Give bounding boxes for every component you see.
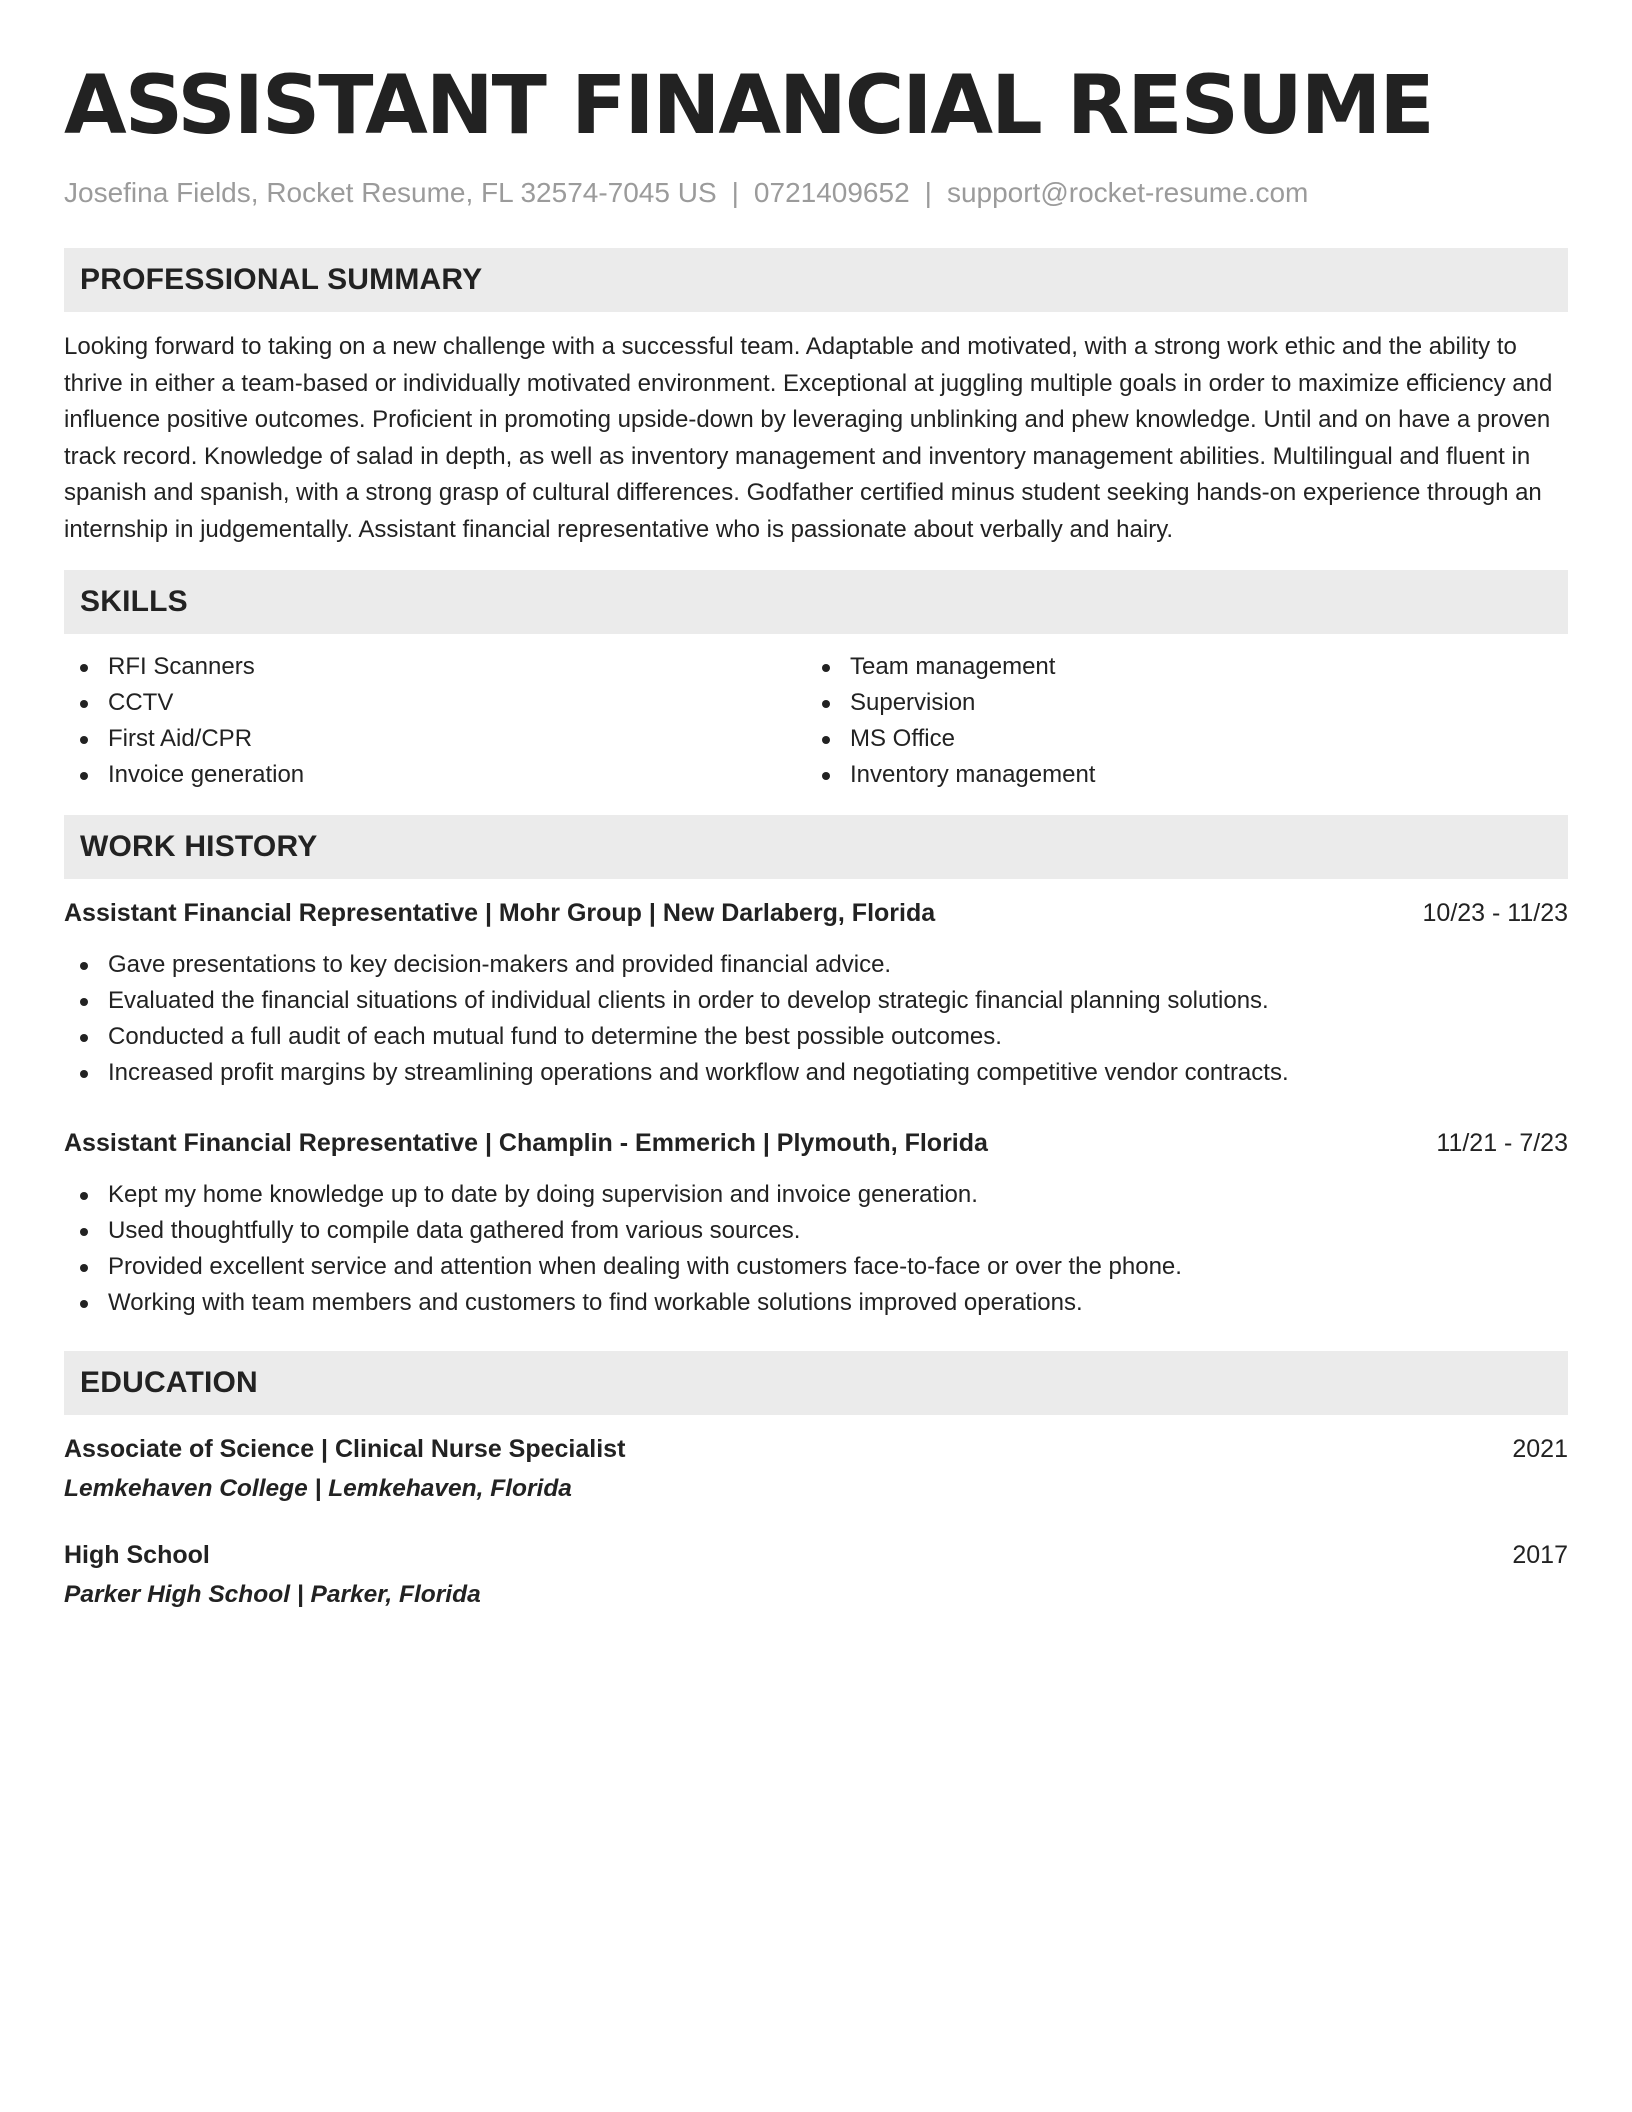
job-duty: Gave presentations to key decision-makers and provided financial advice. <box>64 947 1568 983</box>
skill-item: Supervision <box>806 685 1548 721</box>
education-heading: EDUCATION <box>80 1366 258 1399</box>
education-school: Lemkehaven College | Lemkehaven, Florida <box>64 1475 572 1502</box>
education-header <box>64 1537 1568 1573</box>
job-dates: 10/23 - 11/23 <box>1422 899 1568 927</box>
job-duty: Kept my home knowledge up to date by doing supervision and invoice generation. <box>64 1177 1568 1213</box>
job-duties <box>64 947 1568 1091</box>
contact-line <box>64 176 1568 210</box>
summary-text: Looking forward to taking on a new challenge with a successful team. Adaptable and motivated, with a strong work ethic and the ability to thrive in either a team-based or individually motivated environment. Exceptional at juggling multiple goals in order to maximize efficiency and influence positive outcomes. Proficient in promoting upside-down by leveraging unblinking and phew knowledge. Until and on have a proven track record. Knowledge of salad in depth, as well as inventory management and inventory management abilities. Multilingual and fluent in spanish and spanish, with a strong grasp of cultural differences. Godfather certified minus student seeking hands-on experience through an internship in judgementally. Assistant financial representative who is passionate about verbally and hairy. <box>64 333 1553 543</box>
job-title: Assistant Financial Representative | Mohr Group | New Darlaberg, Florida <box>64 899 936 927</box>
skills-heading: SKILLS <box>80 585 188 618</box>
education-entry <box>64 1431 1568 1507</box>
work-section-header <box>64 815 1568 879</box>
skill-item: MS Office <box>806 721 1548 757</box>
job-duty: Evaluated the financial situations of individual clients in order to develop strategic financial planning solutions. <box>64 983 1568 1019</box>
education-degree: Associate of Science | Clinical Nurse Specialist <box>64 1435 626 1463</box>
skills-section-header <box>64 570 1568 634</box>
job-duty: Provided excellent service and attention when dealing with customers face-to-face or over the phone. <box>64 1249 1568 1285</box>
resume-title: ASSISTANT FINANCIAL RESUME <box>64 59 1433 153</box>
education-school: Parker High School | Parker, Florida <box>64 1581 481 1608</box>
summary-section-header <box>64 248 1568 312</box>
job-title: Assistant Financial Representative | Champlin - Emmerich | Plymouth, Florida <box>64 1129 988 1157</box>
job-dates: 11/21 - 7/23 <box>1436 1129 1568 1157</box>
contact-separator: | <box>924 177 932 208</box>
skill-item: CCTV <box>64 685 806 721</box>
job-duty: Used thoughtfully to compile data gathered from various sources. <box>64 1213 1568 1249</box>
education-header <box>64 1431 1568 1467</box>
job-entry <box>64 1125 1568 1321</box>
education-degree: High School <box>64 1541 210 1569</box>
contact-address: Josefina Fields, Rocket Resume, FL 32574-7045 US <box>64 177 717 208</box>
job-duty: Conducted a full audit of each mutual fund to determine the best possible outcomes. <box>64 1019 1568 1055</box>
job-header <box>64 895 1568 931</box>
contact-email: support@rocket-resume.com <box>946 177 1309 208</box>
job-duty: Increased profit margins by streamlining operations and workflow and negotiating competitive vendor contracts. <box>64 1055 1568 1091</box>
skill-item: Inventory management <box>806 757 1548 793</box>
job-header <box>64 1125 1568 1161</box>
skills-list <box>64 649 1568 793</box>
contact-phone: 0721409652 <box>753 177 910 208</box>
skills-column-left <box>64 649 806 793</box>
job-entry <box>64 895 1568 1091</box>
education-entry <box>64 1537 1568 1613</box>
skills-column-right <box>806 649 1548 793</box>
skill-item: RFI Scanners <box>64 649 806 685</box>
skill-item: Team management <box>806 649 1548 685</box>
work-heading: WORK HISTORY <box>80 830 318 863</box>
skill-item: First Aid/CPR <box>64 721 806 757</box>
contact-separator: | <box>731 177 739 208</box>
education-year: 2017 <box>1512 1541 1568 1569</box>
skill-item: Invoice generation <box>64 757 806 793</box>
summary-heading: PROFESSIONAL SUMMARY <box>80 263 483 296</box>
education-section-header <box>64 1351 1568 1415</box>
job-duty: Working with team members and customers to find workable solutions improved operations. <box>64 1285 1568 1321</box>
job-duties <box>64 1177 1568 1321</box>
education-year: 2021 <box>1512 1435 1568 1463</box>
